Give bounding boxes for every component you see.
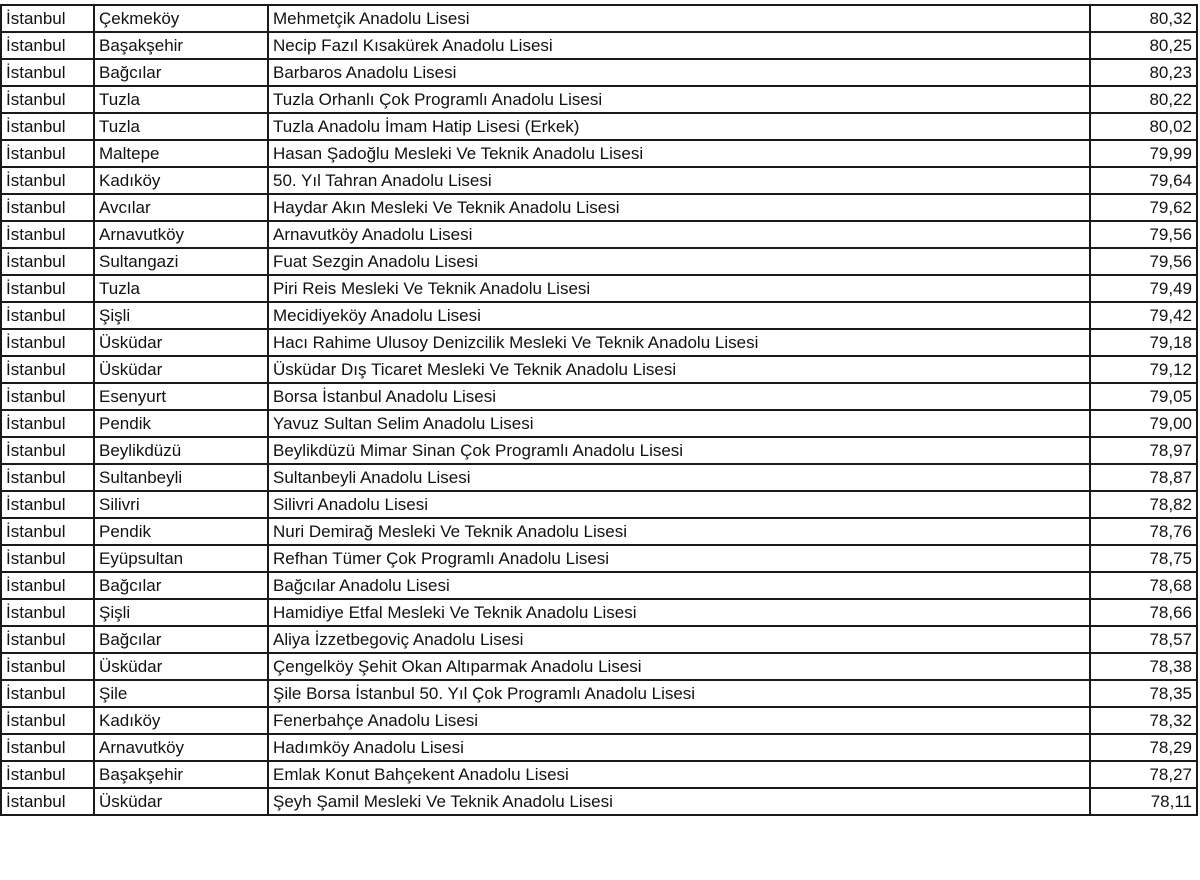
score-cell: 78,75 (1090, 545, 1197, 572)
table-row (1, 734, 1197, 761)
table-row (1, 410, 1197, 437)
score-cell: 78,27 (1090, 761, 1197, 788)
school-name-cell: Beylikdüzü Mimar Sinan Çok Programlı Anadolu Lisesi (268, 437, 1090, 464)
school-name-cell: Hacı Rahime Ulusoy Denizcilik Mesleki Ve Teknik Anadolu Lisesi (268, 329, 1090, 356)
province-cell: İstanbul (1, 221, 94, 248)
school-name-cell: 50. Yıl Tahran Anadolu Lisesi (268, 167, 1090, 194)
district-cell: Avcılar (94, 194, 268, 221)
district-cell: Arnavutköy (94, 734, 268, 761)
score-cell: 78,38 (1090, 653, 1197, 680)
district-cell: Sultangazi (94, 248, 268, 275)
score-cell: 79,56 (1090, 248, 1197, 275)
table-row (1, 545, 1197, 572)
school-name-cell: Borsa İstanbul Anadolu Lisesi (268, 383, 1090, 410)
score-cell: 80,02 (1090, 113, 1197, 140)
score-cell: 78,35 (1090, 680, 1197, 707)
district-cell: Maltepe (94, 140, 268, 167)
province-cell: İstanbul (1, 302, 94, 329)
score-cell: 78,32 (1090, 707, 1197, 734)
table-row (1, 653, 1197, 680)
district-cell: Üsküdar (94, 653, 268, 680)
province-cell: İstanbul (1, 572, 94, 599)
district-cell: Çekmeköy (94, 5, 268, 32)
table-row (1, 167, 1197, 194)
province-cell: İstanbul (1, 545, 94, 572)
table-row (1, 221, 1197, 248)
score-cell: 79,49 (1090, 275, 1197, 302)
school-name-cell: Piri Reis Mesleki Ve Teknik Anadolu Lisesi (268, 275, 1090, 302)
school-name-cell: Hasan Şadoğlu Mesleki Ve Teknik Anadolu Lisesi (268, 140, 1090, 167)
district-cell: Üsküdar (94, 329, 268, 356)
score-cell: 79,05 (1090, 383, 1197, 410)
school-name-cell: Barbaros Anadolu Lisesi (268, 59, 1090, 86)
score-cell: 80,23 (1090, 59, 1197, 86)
district-cell: Kadıköy (94, 707, 268, 734)
school-name-cell: Şile Borsa İstanbul 50. Yıl Çok Programlı Anadolu Lisesi (268, 680, 1090, 707)
province-cell: İstanbul (1, 653, 94, 680)
school-name-cell: Çengelköy Şehit Okan Altıparmak Anadolu Lisesi (268, 653, 1090, 680)
score-cell: 78,68 (1090, 572, 1197, 599)
school-name-cell: Tuzla Anadolu İmam Hatip Lisesi (Erkek) (268, 113, 1090, 140)
province-cell: İstanbul (1, 5, 94, 32)
district-cell: Şişli (94, 599, 268, 626)
table-row (1, 86, 1197, 113)
table-row (1, 464, 1197, 491)
school-name-cell: Aliya İzzetbegoviç Anadolu Lisesi (268, 626, 1090, 653)
score-cell: 79,00 (1090, 410, 1197, 437)
table-row (1, 518, 1197, 545)
province-cell: İstanbul (1, 734, 94, 761)
score-cell: 79,18 (1090, 329, 1197, 356)
district-cell: Beylikdüzü (94, 437, 268, 464)
school-name-cell: Şeyh Şamil Mesleki Ve Teknik Anadolu Lisesi (268, 788, 1090, 815)
table-row (1, 356, 1197, 383)
score-cell: 78,97 (1090, 437, 1197, 464)
table-row (1, 248, 1197, 275)
district-cell: Tuzla (94, 86, 268, 113)
table-row (1, 59, 1197, 86)
table-row (1, 491, 1197, 518)
table-row (1, 761, 1197, 788)
school-name-cell: Hadımköy Anadolu Lisesi (268, 734, 1090, 761)
school-name-cell: Necip Fazıl Kısakürek Anadolu Lisesi (268, 32, 1090, 59)
table-row (1, 680, 1197, 707)
score-cell: 78,57 (1090, 626, 1197, 653)
score-cell: 80,25 (1090, 32, 1197, 59)
district-cell: Üsküdar (94, 356, 268, 383)
table-row (1, 383, 1197, 410)
school-name-cell: Hamidiye Etfal Mesleki Ve Teknik Anadolu Lisesi (268, 599, 1090, 626)
province-cell: İstanbul (1, 518, 94, 545)
score-cell: 79,42 (1090, 302, 1197, 329)
province-cell: İstanbul (1, 464, 94, 491)
school-name-cell: Fuat Sezgin Anadolu Lisesi (268, 248, 1090, 275)
score-cell: 78,76 (1090, 518, 1197, 545)
school-name-cell: Silivri Anadolu Lisesi (268, 491, 1090, 518)
school-name-cell: Emlak Konut Bahçekent Anadolu Lisesi (268, 761, 1090, 788)
province-cell: İstanbul (1, 86, 94, 113)
table-row (1, 788, 1197, 815)
school-name-cell: Arnavutköy Anadolu Lisesi (268, 221, 1090, 248)
score-cell: 79,56 (1090, 221, 1197, 248)
school-name-cell: Üsküdar Dış Ticaret Mesleki Ve Teknik Anadolu Lisesi (268, 356, 1090, 383)
table-row (1, 5, 1197, 32)
score-cell: 79,99 (1090, 140, 1197, 167)
district-cell: Üsküdar (94, 788, 268, 815)
province-cell: İstanbul (1, 356, 94, 383)
school-name-cell: Tuzla Orhanlı Çok Programlı Anadolu Lisesi (268, 86, 1090, 113)
school-name-cell: Refhan Tümer Çok Programlı Anadolu Lisesi (268, 545, 1090, 572)
table-row (1, 194, 1197, 221)
table-row (1, 140, 1197, 167)
school-score-table (0, 4, 1198, 816)
province-cell: İstanbul (1, 437, 94, 464)
district-cell: Bağcılar (94, 572, 268, 599)
table-row (1, 113, 1197, 140)
score-cell: 78,66 (1090, 599, 1197, 626)
table-row (1, 329, 1197, 356)
school-name-cell: Yavuz Sultan Selim Anadolu Lisesi (268, 410, 1090, 437)
province-cell: İstanbul (1, 491, 94, 518)
district-cell: Pendik (94, 410, 268, 437)
table-row (1, 275, 1197, 302)
province-cell: İstanbul (1, 59, 94, 86)
province-cell: İstanbul (1, 383, 94, 410)
table-row (1, 599, 1197, 626)
score-cell: 78,29 (1090, 734, 1197, 761)
province-cell: İstanbul (1, 680, 94, 707)
table-row (1, 302, 1197, 329)
province-cell: İstanbul (1, 788, 94, 815)
score-cell: 78,87 (1090, 464, 1197, 491)
district-cell: Tuzla (94, 275, 268, 302)
table-body (1, 5, 1197, 815)
district-cell: Pendik (94, 518, 268, 545)
table-row (1, 572, 1197, 599)
table-row (1, 707, 1197, 734)
score-cell: 80,22 (1090, 86, 1197, 113)
province-cell: İstanbul (1, 248, 94, 275)
score-cell: 78,82 (1090, 491, 1197, 518)
district-cell: Şile (94, 680, 268, 707)
district-cell: Başakşehir (94, 32, 268, 59)
province-cell: İstanbul (1, 707, 94, 734)
school-name-cell: Bağcılar Anadolu Lisesi (268, 572, 1090, 599)
province-cell: İstanbul (1, 194, 94, 221)
school-name-cell: Haydar Akın Mesleki Ve Teknik Anadolu Lisesi (268, 194, 1090, 221)
table-row (1, 626, 1197, 653)
score-cell: 79,62 (1090, 194, 1197, 221)
province-cell: İstanbul (1, 113, 94, 140)
province-cell: İstanbul (1, 626, 94, 653)
district-cell: Sultanbeyli (94, 464, 268, 491)
district-cell: Tuzla (94, 113, 268, 140)
score-cell: 78,11 (1090, 788, 1197, 815)
school-name-cell: Sultanbeyli Anadolu Lisesi (268, 464, 1090, 491)
district-cell: Başakşehir (94, 761, 268, 788)
district-cell: Şişli (94, 302, 268, 329)
province-cell: İstanbul (1, 329, 94, 356)
school-name-cell: Nuri Demirağ Mesleki Ve Teknik Anadolu Lisesi (268, 518, 1090, 545)
score-cell: 80,32 (1090, 5, 1197, 32)
district-cell: Silivri (94, 491, 268, 518)
province-cell: İstanbul (1, 761, 94, 788)
score-cell: 79,64 (1090, 167, 1197, 194)
province-cell: İstanbul (1, 275, 94, 302)
province-cell: İstanbul (1, 599, 94, 626)
district-cell: Kadıköy (94, 167, 268, 194)
district-cell: Bağcılar (94, 626, 268, 653)
province-cell: İstanbul (1, 32, 94, 59)
district-cell: Esenyurt (94, 383, 268, 410)
district-cell: Bağcılar (94, 59, 268, 86)
score-cell: 79,12 (1090, 356, 1197, 383)
school-name-cell: Fenerbahçe Anadolu Lisesi (268, 707, 1090, 734)
table-row (1, 32, 1197, 59)
table-row (1, 437, 1197, 464)
district-cell: Arnavutköy (94, 221, 268, 248)
province-cell: İstanbul (1, 140, 94, 167)
school-name-cell: Mecidiyeköy Anadolu Lisesi (268, 302, 1090, 329)
province-cell: İstanbul (1, 410, 94, 437)
province-cell: İstanbul (1, 167, 94, 194)
school-name-cell: Mehmetçik Anadolu Lisesi (268, 5, 1090, 32)
district-cell: Eyüpsultan (94, 545, 268, 572)
